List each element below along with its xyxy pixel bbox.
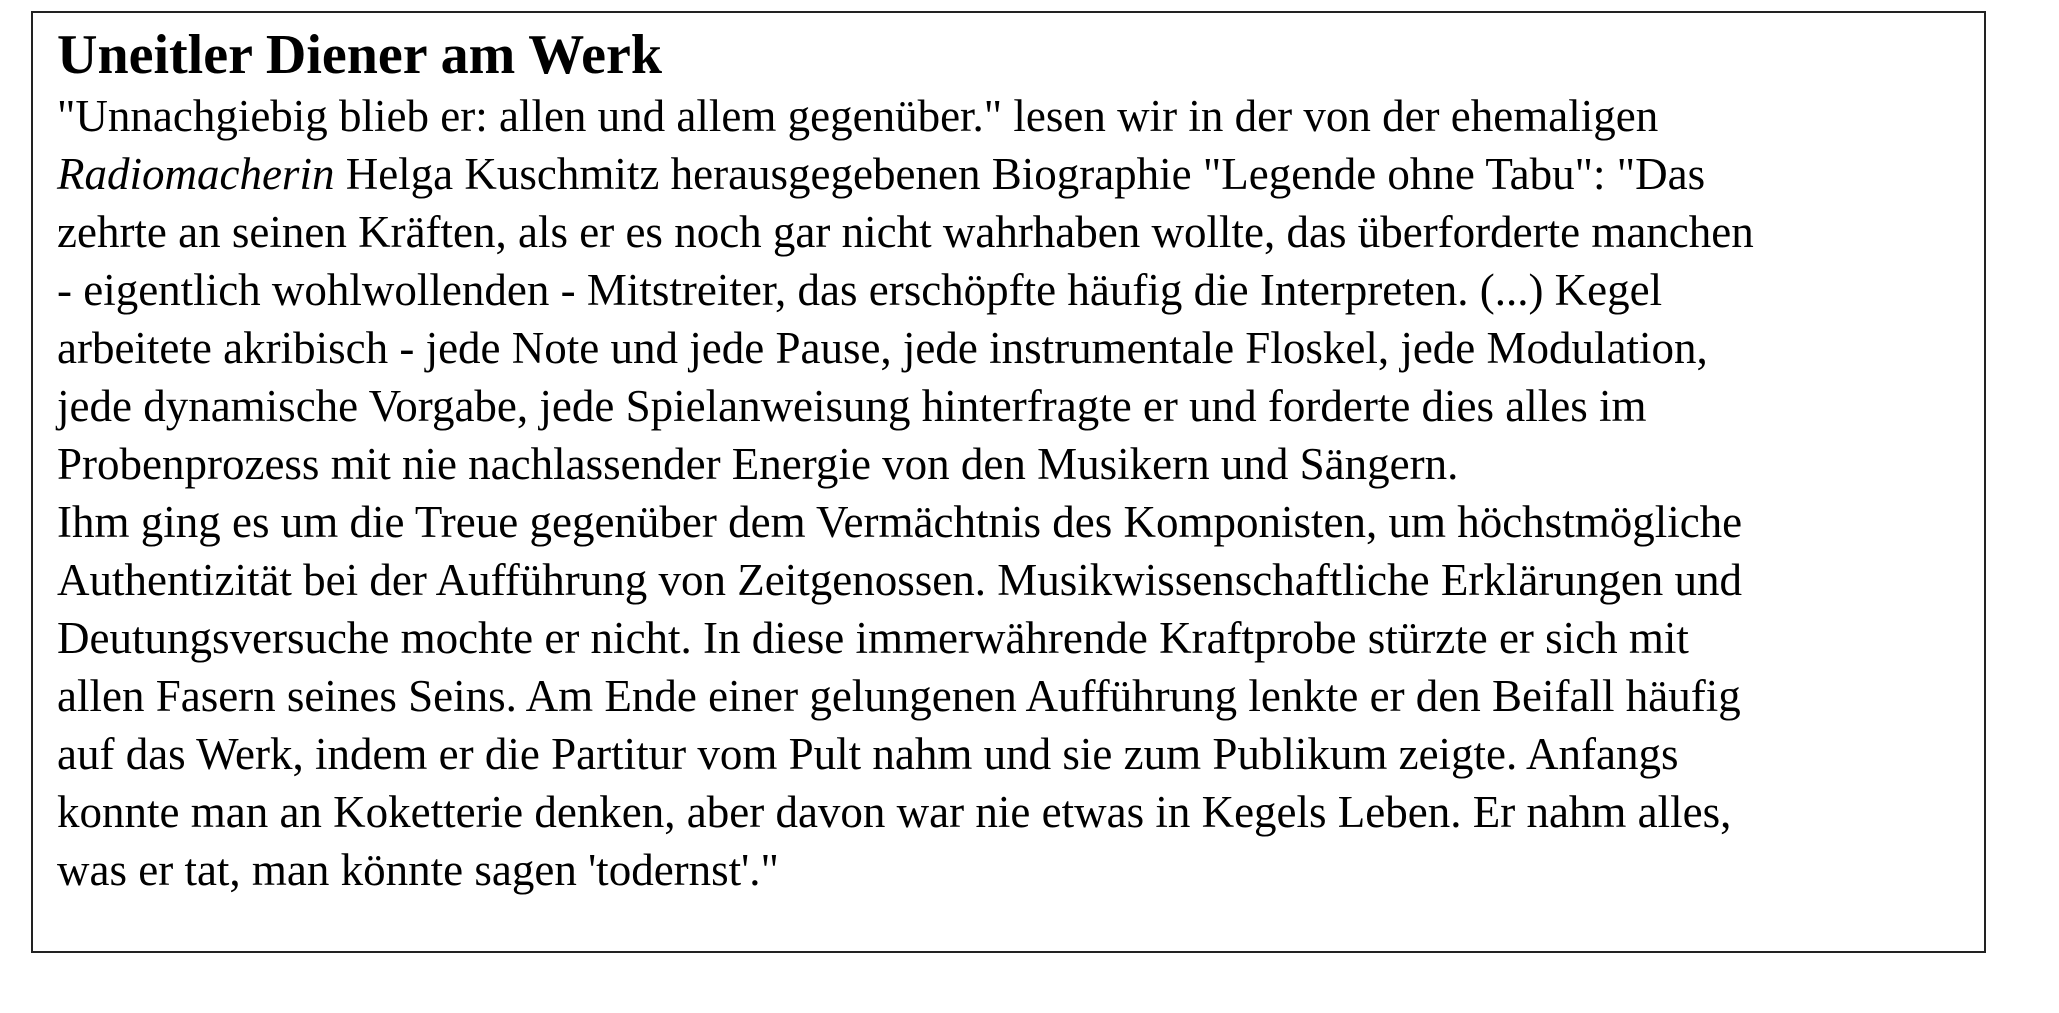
- text-line-5: arbeitete akribisch - jede Note und jede Pause, jede instrumentale Floskel, jede Modulation,: [57, 323, 1708, 373]
- article-box: [31, 11, 1986, 953]
- text-line-2-rest: Helga Kuschmitz herausgegebenen Biographie "Legende ohne Tabu": "Das: [334, 149, 1706, 199]
- text-line-2: [57, 145, 1962, 203]
- article-title: Uneitler Diener am Werk: [57, 24, 663, 86]
- text-line-11: allen Fasern seines Seins. Am Ende einer gelungenen Aufführung lenkte er den Beifall häufig: [57, 671, 1741, 721]
- text-line-10: Deutungsversuche mochte er nicht. In diese immerwährende Kraftprobe stürzte er sich mit: [57, 613, 1689, 663]
- italic-term: Radiomacherin: [57, 149, 335, 199]
- text-line-4: - eigentlich wohlwollenden - Mitstreiter, das erschöpfte häufig die Interpreten. (...) Kegel: [57, 265, 1663, 315]
- text-line-14: was er tat, man könnte sagen 'todernst'.": [57, 845, 779, 895]
- text-line-1: "Unnachgiebig blieb er: allen und allem gegenüber." lesen wir in der von der ehemaligen: [57, 91, 1659, 141]
- text-line-8: Ihm ging es um die Treue gegenüber dem Vermächtnis des Komponisten, um höchstmögliche: [57, 497, 1743, 547]
- text-line-7: Probenprozess mit nie nachlassender Energie von den Musikern und Sängern.: [57, 439, 1459, 489]
- text-line-9: Authentizität bei der Aufführung von Zeitgenossen. Musikwissenschaftliche Erklärungen und: [57, 555, 1743, 605]
- text-line-13: konnte man an Koketterie denken, aber davon war nie etwas in Kegels Leben. Er nahm alles,: [57, 787, 1732, 837]
- text-line-3: zehrte an seinen Kräften, als er es noch gar nicht wahrhaben wollte, das überforderte manchen: [57, 207, 1754, 257]
- text-line-6: jede dynamische Vorgabe, jede Spielanweisung hinterfragte er und forderte dies alles im: [57, 381, 1647, 431]
- text-line-12: auf das Werk, indem er die Partitur vom Pult nahm und sie zum Publikum zeigte. Anfangs: [57, 729, 1679, 779]
